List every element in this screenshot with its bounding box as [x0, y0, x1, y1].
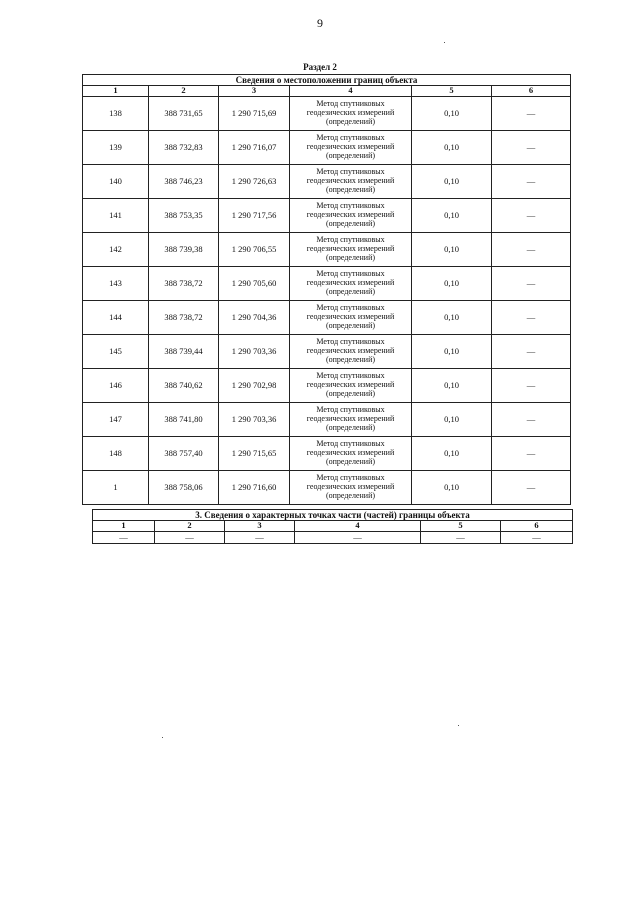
table-cell: — [501, 532, 573, 544]
scan-speck [162, 737, 163, 738]
column-header: 3 [219, 86, 290, 97]
point-cell: 148 [83, 437, 149, 471]
column-header: 5 [421, 521, 501, 532]
column-header: 4 [290, 86, 412, 97]
table-cell: — [93, 532, 155, 544]
y-coordinate-cell: 1 290 702,98 [219, 369, 290, 403]
point-cell: 143 [83, 267, 149, 301]
y-coordinate-cell: 1 290 715,65 [219, 437, 290, 471]
table-row [83, 369, 571, 403]
table-row [83, 267, 571, 301]
accuracy-cell: 0,10 [412, 97, 492, 131]
method-cell: Метод спутниковых геодезических измерений (определений) [290, 233, 412, 267]
note-cell: — [492, 301, 571, 335]
column-header: 3 [225, 521, 295, 532]
note-cell: — [492, 131, 571, 165]
note-cell: — [492, 165, 571, 199]
x-coordinate-cell: 388 746,23 [149, 165, 219, 199]
point-cell: 1 [83, 471, 149, 505]
accuracy-cell: 0,10 [412, 199, 492, 233]
accuracy-cell: 0,10 [412, 403, 492, 437]
point-cell: 142 [83, 233, 149, 267]
note-cell: — [492, 403, 571, 437]
x-coordinate-cell: 388 738,72 [149, 301, 219, 335]
table-row [83, 165, 571, 199]
column-header: 2 [149, 86, 219, 97]
point-cell: 138 [83, 97, 149, 131]
column-header: 5 [412, 86, 492, 97]
column-header: 1 [83, 86, 149, 97]
x-coordinate-cell: 388 757,40 [149, 437, 219, 471]
accuracy-cell: 0,10 [412, 369, 492, 403]
note-cell: — [492, 335, 571, 369]
table-row [83, 301, 571, 335]
x-coordinate-cell: 388 739,38 [149, 233, 219, 267]
accuracy-cell: 0,10 [412, 471, 492, 505]
accuracy-cell: 0,10 [412, 301, 492, 335]
x-coordinate-cell: 388 753,35 [149, 199, 219, 233]
y-coordinate-cell: 1 290 715,69 [219, 97, 290, 131]
note-cell: — [492, 199, 571, 233]
method-cell: Метод спутниковых геодезических измерений (определений) [290, 369, 412, 403]
method-cell: Метод спутниковых геодезических измерений (определений) [290, 403, 412, 437]
y-coordinate-cell: 1 290 705,60 [219, 267, 290, 301]
column-header: 6 [492, 86, 571, 97]
method-cell: Метод спутниковых геодезических измерений (определений) [290, 97, 412, 131]
header-row [93, 521, 573, 532]
column-header: 2 [155, 521, 225, 532]
method-cell: Метод спутниковых геодезических измерений (определений) [290, 437, 412, 471]
y-coordinate-cell: 1 290 703,36 [219, 335, 290, 369]
y-coordinate-cell: 1 290 726,63 [219, 165, 290, 199]
table-row [83, 403, 571, 437]
parts-table [92, 509, 573, 544]
header-row [83, 86, 571, 97]
x-coordinate-cell: 388 758,06 [149, 471, 219, 505]
note-cell: — [492, 369, 571, 403]
table-row [83, 471, 571, 505]
x-coordinate-cell: 388 738,72 [149, 267, 219, 301]
note-cell: — [492, 233, 571, 267]
point-cell: 145 [83, 335, 149, 369]
method-cell: Метод спутниковых геодезических измерений (определений) [290, 335, 412, 369]
table-caption: Сведения о местоположении границ объекта [83, 75, 571, 86]
x-coordinate-cell: 388 739,44 [149, 335, 219, 369]
note-cell: — [492, 437, 571, 471]
scan-speck [458, 725, 459, 726]
table-cell: — [155, 532, 225, 544]
table-row [93, 532, 573, 544]
note-cell: — [492, 97, 571, 131]
table-cell: — [225, 532, 295, 544]
x-coordinate-cell: 388 740,62 [149, 369, 219, 403]
section-title: Раздел 2 [303, 62, 337, 72]
table-row [83, 131, 571, 165]
point-cell: 141 [83, 199, 149, 233]
accuracy-cell: 0,10 [412, 165, 492, 199]
column-header: 4 [295, 521, 421, 532]
point-cell: 146 [83, 369, 149, 403]
method-cell: Метод спутниковых геодезических измерений (определений) [290, 267, 412, 301]
y-coordinate-cell: 1 290 716,60 [219, 471, 290, 505]
method-cell: Метод спутниковых геодезических измерений (определений) [290, 301, 412, 335]
note-cell: — [492, 471, 571, 505]
column-header: 1 [93, 521, 155, 532]
point-cell: 140 [83, 165, 149, 199]
table-row [83, 233, 571, 267]
boundary-table [82, 74, 571, 505]
note-cell: — [492, 267, 571, 301]
accuracy-cell: 0,10 [412, 267, 492, 301]
column-header: 6 [501, 521, 573, 532]
accuracy-cell: 0,10 [412, 233, 492, 267]
accuracy-cell: 0,10 [412, 437, 492, 471]
method-cell: Метод спутниковых геодезических измерений (определений) [290, 199, 412, 233]
y-coordinate-cell: 1 290 706,55 [219, 233, 290, 267]
method-cell: Метод спутниковых геодезических измерений (определений) [290, 165, 412, 199]
table-row [83, 335, 571, 369]
table-cell: — [421, 532, 501, 544]
y-coordinate-cell: 1 290 717,56 [219, 199, 290, 233]
table-caption: 3. Сведения о характерных точках части (частей) границы объекта [93, 510, 573, 521]
y-coordinate-cell: 1 290 704,36 [219, 301, 290, 335]
point-cell: 147 [83, 403, 149, 437]
method-cell: Метод спутниковых геодезических измерений (определений) [290, 471, 412, 505]
x-coordinate-cell: 388 741,80 [149, 403, 219, 437]
table-row [83, 97, 571, 131]
accuracy-cell: 0,10 [412, 131, 492, 165]
table-row [83, 199, 571, 233]
y-coordinate-cell: 1 290 703,36 [219, 403, 290, 437]
method-cell: Метод спутниковых геодезических измерений (определений) [290, 131, 412, 165]
y-coordinate-cell: 1 290 716,07 [219, 131, 290, 165]
table-row [83, 437, 571, 471]
x-coordinate-cell: 388 732,83 [149, 131, 219, 165]
page-number: 9 [317, 16, 323, 30]
x-coordinate-cell: 388 731,65 [149, 97, 219, 131]
table-cell: — [295, 532, 421, 544]
scan-speck [444, 42, 445, 43]
point-cell: 139 [83, 131, 149, 165]
accuracy-cell: 0,10 [412, 335, 492, 369]
point-cell: 144 [83, 301, 149, 335]
